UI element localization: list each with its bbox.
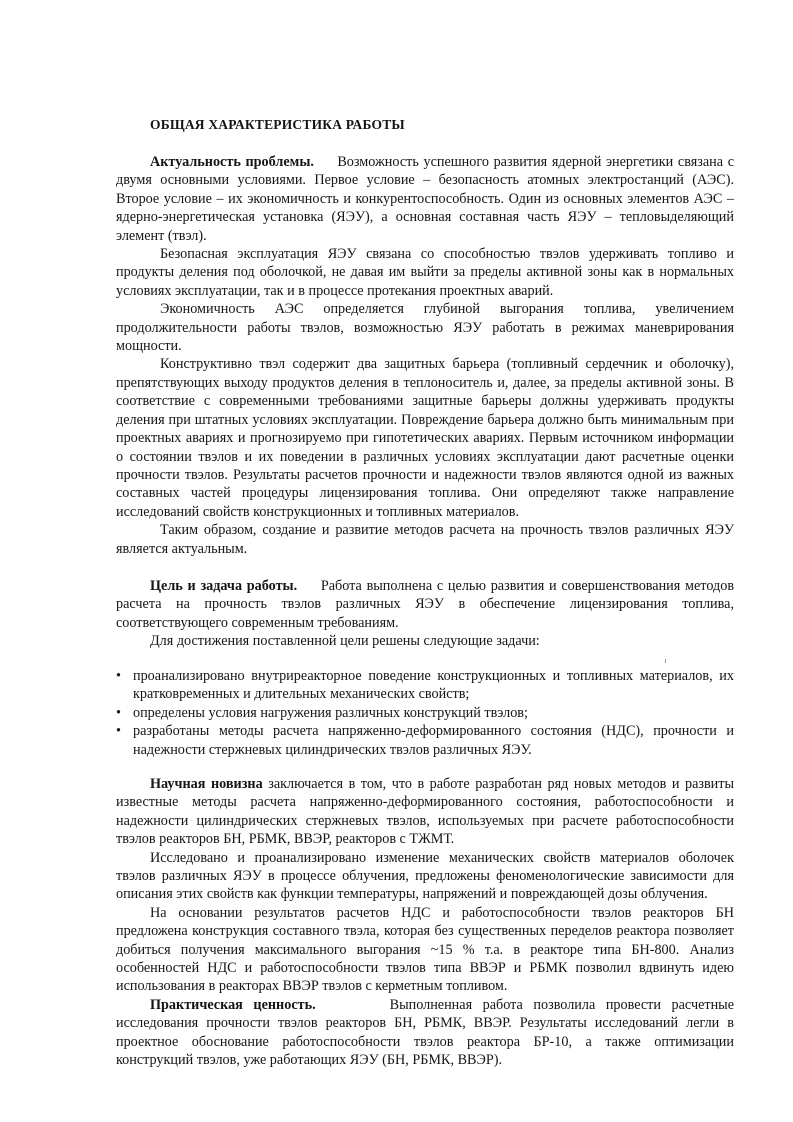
section-novelty bbox=[116, 775, 734, 1070]
section-relevance bbox=[116, 153, 734, 558]
scan-speck bbox=[665, 659, 666, 663]
list-item bbox=[116, 704, 734, 722]
practical-heading: Практическая ценность. bbox=[150, 996, 316, 1013]
list-item bbox=[116, 667, 734, 704]
novelty-paragraph-1 bbox=[116, 775, 734, 849]
relevance-paragraph-3: Экономичность АЭС определяется глубиной выгорания топлива, увеличением продолжительности работы твэлов, возможностью ЯЭУ работать в режимах маневрирования мощности. bbox=[116, 301, 734, 355]
practical-paragraph bbox=[116, 996, 734, 1070]
goal-paragraph-1 bbox=[116, 577, 734, 632]
relevance-text-1: Возможность успешного развития ядерной энергетики связана с двумя основными условиями. Первое условие – безопасность атомных электростанций (АЭС). Второе условие – их экономичность и конкурентоспособность. Один из основных элементов АЭС – ядерно-энергетическая установка (ЯЭУ), а основная составная часть ЯЭУ – тепловыделяющий элемент (твэл). bbox=[116, 154, 734, 244]
task-text: разработаны методы расчета напряженно-деформированного состояния (НДС), прочности и надежности стержневых цилиндрических твэлов различных ЯЭУ. bbox=[133, 723, 734, 758]
bullet-icon: • bbox=[116, 704, 121, 721]
relevance-heading: Актуальность проблемы. bbox=[150, 154, 314, 170]
goal-heading: Цель и задача работы. bbox=[150, 578, 298, 594]
bullet-icon: • bbox=[116, 723, 121, 740]
list-item bbox=[116, 722, 734, 759]
tasks-list-block bbox=[116, 667, 734, 759]
practical-text: Выполненная работа позволила провести расчетные исследования прочности твэлов реакторов БН, РБМК, ВВЭР. Результаты исследований легли в проектное обоснование работоспособности твэлов реактора БР-10, а также оптимизации конструкций твэлов, уже работающих ЯЭУ (БН, РБМК, ВВЭР). bbox=[116, 996, 734, 1069]
goal-paragraph-2: Для достижения поставленной цели решены следующие задачи: bbox=[150, 633, 540, 650]
section-goal bbox=[116, 577, 734, 651]
novelty-paragraph-2: Исследовано и проанализировано изменение механических свойств материалов оболочек твэлов различных ЯЭУ в процессе облучения, предложены феноменологические зависимости для описания этих свойств как функции температуры, напряжений и повреждающей дозы облучения. bbox=[116, 849, 734, 903]
novelty-text-1: заключается в том, что в работе разработан ряд новых методов и развиты известные методы расчета напряженно-деформированного состояния, работоспособности и надежности цилиндрических стержневых твэлов, используемых при расчете работоспособности твэлов реакторов БН, РБМК, ВВЭР, реакторов с ТЖМТ. bbox=[116, 776, 735, 848]
novelty-paragraph-3: На основании результатов расчетов НДС и работоспособности твэлов реакторов БН предложена конструкция составного твэла, которая без существенных переделов реактора позволяет добиться получения максимального выгорания ~15 % т.а. в реакторе типа БН-800. Анализ особенностей НДС и работоспособности твэлов типа ВВЭР и РБМК позволил вдвинуть идею использования в реакторах ВВЭР твэлов с керметным топливом. bbox=[116, 904, 734, 995]
goal-text-1: Работа выполнена с целью развития и совершенствования методов расчета на прочность твэлов различных ЯЭУ в обеспечение лицензирования топлива, соответствующего современным требованиям. bbox=[116, 578, 735, 631]
novelty-heading: Научная новизна bbox=[150, 776, 263, 792]
page-title: ОБЩАЯ ХАРАКТЕРИСТИКА РАБОТЫ bbox=[150, 117, 405, 132]
relevance-paragraph-5: Таким образом, создание и развитие методов расчета на прочность твэлов различных ЯЭУ является актуальным. bbox=[116, 522, 734, 557]
task-text: определены условия нагружения различных конструкций твэлов; bbox=[133, 704, 528, 721]
task-text: проанализировано внутриреакторное поведение конструкционных и топливных материалов, их кратковременных и длительных механических свойств; bbox=[133, 668, 734, 703]
relevance-paragraph-1 bbox=[116, 153, 734, 245]
relevance-paragraph-2: Безопасная эксплуатация ЯЭУ связана со способностью твэлов удерживать топливо и продукты деления под оболочкой, не давая им выйти за пределы активной зоны как в нормальных условиях эксплуатации, так и в процессе протекания проектных аварий. bbox=[116, 246, 734, 299]
relevance-paragraph-4: Конструктивно твэл содержит два защитных барьера (топливный сердечник и оболочку), препятствующих выходу продуктов деления в теплоноситель и, далее, за пределы активной зоны. В соответствие с современными требованиями защитные барьеры должны удерживать продукты деления при штатных условиях эксплуатации. Повреждение барьера должно быть минимальным при проектных авариях и прогнозируемо при гипотетических авариях. Первым источником информации о состоянии твэлов и их поведении в различных условиях эксплуатации дают расчетные оценки прочности твэлов. Результаты расчетов прочности и надежности твэлов являются одной из важных составных частей процедуры лицензирования топлива. Они определяют также направление исследований свойств конструкционных и топливных материалов. bbox=[116, 356, 734, 520]
bullet-icon: • bbox=[116, 668, 121, 684]
tasks-list bbox=[116, 667, 734, 759]
